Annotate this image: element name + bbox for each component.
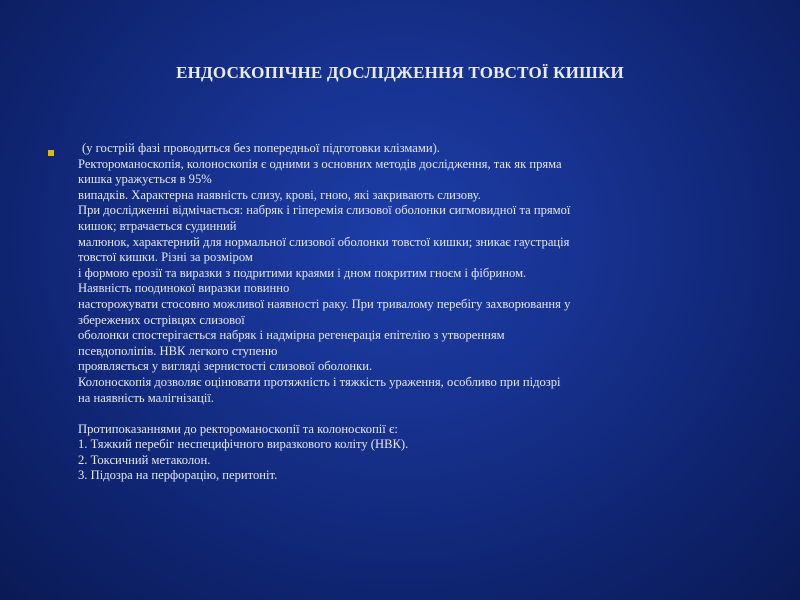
body-line: на наявність малігнізації. <box>78 390 214 405</box>
body-line: кишок; втрачається судинний <box>78 218 237 233</box>
contraindication-item: 2. Токсичний метаколон. <box>78 452 211 467</box>
body-line: псевдополіпів. НВК легкого ступеню <box>78 343 278 358</box>
bullet-marker <box>48 150 54 156</box>
body-line: малюнок, характерний для нормальної слизової оболонки товстої кишки; зникає гаустрація <box>78 234 570 249</box>
contraindications-heading: Протипоказаннями до ректороманоскопії та колоноскопії є: <box>78 421 398 436</box>
contraindication-item: 3. Підозра на перфорацію, перитоніт. <box>78 468 278 483</box>
body-line: оболонки спостерігається набряк і надмірна регенерація епітелію з утворенням <box>78 328 505 343</box>
contraindication-item: 1. Тяжкий перебіг неспецифічного виразкового коліту (НВК). <box>78 437 409 452</box>
blank-line <box>78 406 768 422</box>
body-line: Наявність поодинокої виразки повинно <box>78 281 290 296</box>
body-line: збережених острівцях слизової <box>78 312 245 327</box>
slide-body <box>78 141 768 484</box>
body-line: (у гострій фазі проводиться без попередньої підготовки клізмами). <box>82 141 440 155</box>
body-line: Ректороманоскопія, колоноскопія є одними з основних методів дослідження, так як пряма <box>78 156 562 171</box>
body-line: кишка уражується в 95% <box>78 172 212 187</box>
body-line: і формою ерозії та виразки з подритими краями і дном покритим гноєм і фібрином. <box>78 265 527 280</box>
slide-title: ЕНДОСКОПІЧНЕ ДОСЛІДЖЕННЯ ТОВСТОЇ КИШКИ <box>176 63 624 82</box>
body-line: товстої кишки. Різні за розміром <box>78 250 253 265</box>
body-line: При дослідженні відмічається: набряк і гіперемія слизової оболонки сигмовидної та прямої <box>78 203 571 218</box>
body-line: Колоноскопія дозволяє оцінювати протяжність і тяжкість ураження, особливо при підозрі <box>78 374 561 389</box>
body-line: випадків. Характерна наявність слизу, крові, гною, які закривають слизову. <box>78 187 481 202</box>
body-line: насторожувати стосовно можливої наявності раку. При тривалому перебігу захворювання у <box>78 296 571 311</box>
body-line: проявляється у вигляді зернистості слизової оболонки. <box>78 359 373 374</box>
